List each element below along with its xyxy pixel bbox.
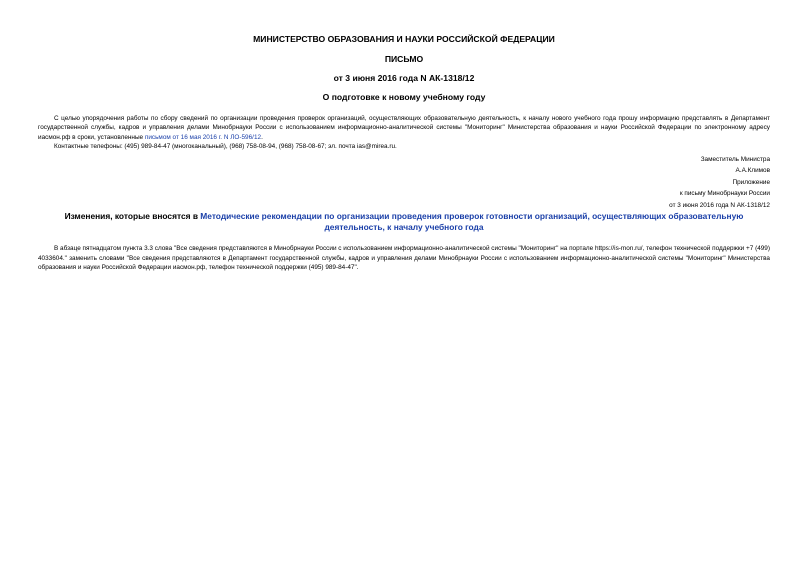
annex-title-prefix: Изменения, которые вносятся в — [64, 211, 201, 222]
ministry-heading: МИНИСТЕРСТВО ОБРАЗОВАНИЯ И НАУКИ РОССИЙСКОЙ ФЕДЕРАЦИИ — [253, 34, 555, 44]
document-page — [38, 34, 770, 272]
document-subject: О подготовке к новому учебному году — [322, 92, 486, 102]
annex-title — [38, 211, 770, 233]
appendix-label: Приложение — [732, 178, 770, 186]
letter-reference-link[interactable]: письмом от 16 мая 2016 г. N ЛО-596/12 — [144, 133, 262, 141]
methodical-recommendations-link[interactable]: Методические рекомендации по организации проведения проверок готовности организаций, осуществляющих образовательную деятельность, к началу учебного года — [200, 211, 744, 233]
appendix-date-number: от 3 июня 2016 года N АК-1318/12 — [669, 201, 770, 209]
document-date-number: от 3 июня 2016 года N АК-1318/12 — [333, 73, 475, 83]
body-paragraph-1-text: С целью упорядочения работы по сбору сведений по организации проведения проверок организаций, осуществляющих образовательную деятельность, к началу нового учебного года прошу информацию представлять в Департамент государственной службы, кадров и управления делами Минобрнауки России с использованием информационно-аналитической системы "Мониторинг" Министерства образования и науки Российской Федерации по электронному адресу иасмон.рф в сроки, установленные — [38, 115, 770, 141]
body-paragraph-1-end: . — [261, 133, 263, 141]
body-paragraph-1 — [38, 114, 770, 142]
signature-block — [38, 154, 770, 212]
signatory-name: А.А.Климов — [735, 167, 770, 175]
signatory-position: Заместитель Министра — [700, 155, 770, 163]
annex-paragraph: В абзаце пятнадцатом пункта 3.3 слова "Все сведения представляются в Минобрнауки России с использованием информационно-аналитической системы "Мониторинг" на портале https://is-mon.ru/, телефон технической поддержки +7 (499) 4033604." заменить словами "Все сведения представляются в Департамент государственной службы, кадров и управления делами Минобрнауки России с использованием информационно-аналитической системы "Мониторинг" Министерства образования и науки Российской Федерации иасмон.рф, телефон технической поддержки (495) 989-84-47". — [38, 245, 770, 271]
appendix-to-letter: к письму Минобрнауки России — [679, 190, 770, 198]
document-type-heading: ПИСЬМО — [384, 54, 424, 64]
contacts-paragraph: Контактные телефоны: (495) 989-84-47 (многоканальный), (968) 758-08-94, (968) 758-08-67; эл. почта ias@mirea.ru. — [54, 143, 397, 151]
